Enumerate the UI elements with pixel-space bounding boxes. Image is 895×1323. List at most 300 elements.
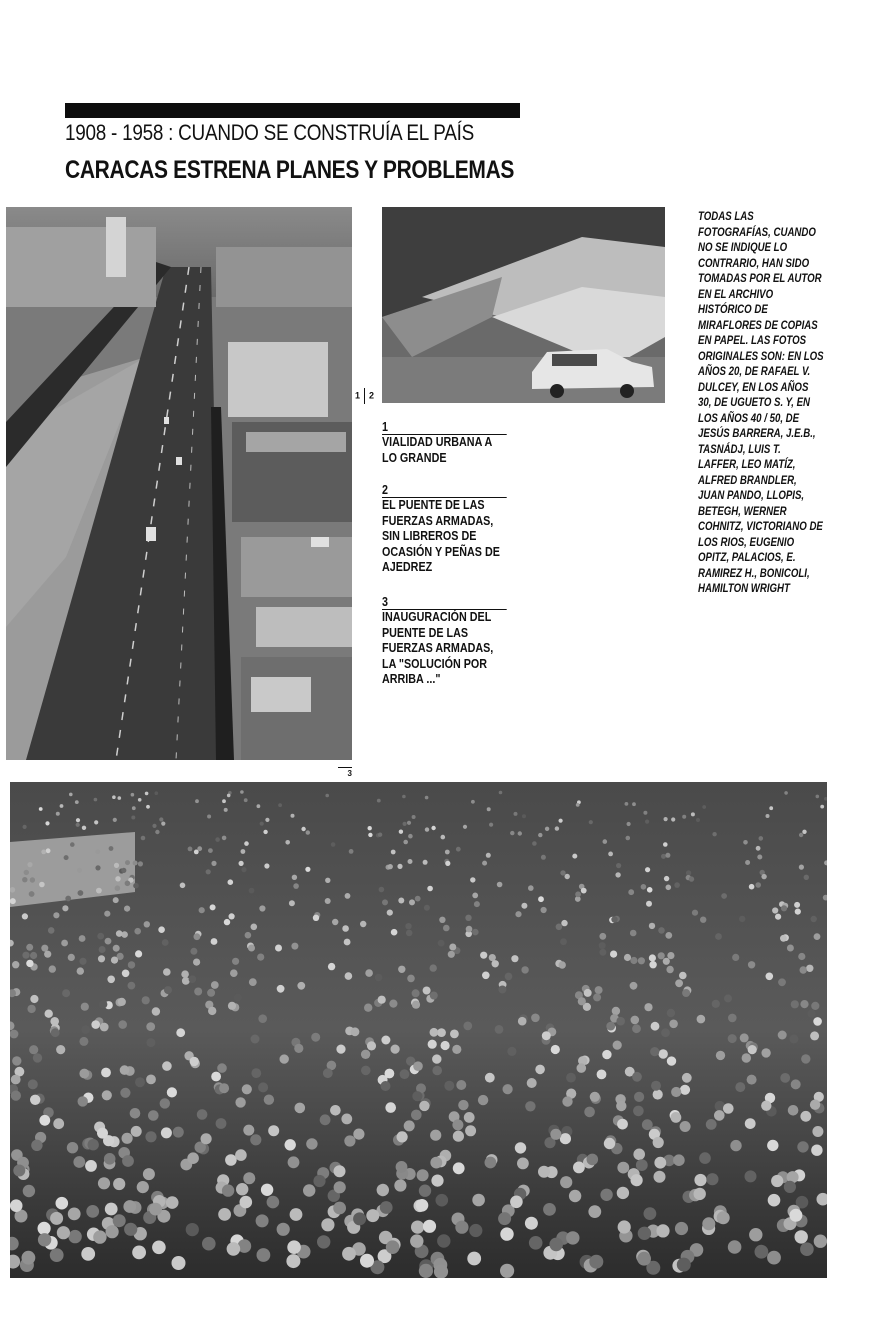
crowd-texture [407, 821, 411, 825]
crowd-texture [122, 1133, 133, 1144]
crowd-texture [674, 882, 680, 888]
crowd-texture [161, 1127, 172, 1138]
crowd-texture [257, 954, 264, 961]
crowd-texture [30, 952, 37, 959]
crowd-texture [638, 1227, 651, 1240]
crowd-texture [510, 1196, 523, 1209]
crowd-texture [69, 793, 73, 797]
crowd-texture [466, 926, 473, 933]
crowd-texture [521, 966, 528, 973]
crowd-texture [450, 1030, 459, 1039]
crowd-texture [194, 988, 202, 996]
crowd-texture [228, 879, 234, 885]
crowd-texture [50, 1248, 64, 1262]
crowd-texture [232, 958, 239, 965]
crowd-texture [404, 1120, 415, 1131]
crowd-texture [62, 905, 68, 911]
crowd-texture [10, 1030, 18, 1039]
crowd-texture [222, 836, 227, 841]
crowd-texture [224, 808, 228, 812]
crowd-texture [190, 948, 197, 955]
crowd-texture [810, 1100, 820, 1110]
crowd-texture [265, 818, 269, 822]
crowd-texture [658, 952, 665, 959]
crowd-texture [633, 1149, 645, 1161]
crowd-texture [120, 1088, 130, 1098]
crowd-texture [572, 854, 577, 859]
crowd-texture [667, 952, 674, 959]
crowd-texture [549, 1238, 563, 1252]
crowd-texture [453, 1162, 465, 1174]
crowd-texture [680, 1085, 690, 1095]
crowd-texture [654, 1157, 666, 1169]
crowd-texture [470, 877, 475, 882]
crowd-texture [264, 1095, 274, 1105]
crowd-texture [30, 877, 35, 882]
crowd-texture [399, 830, 403, 834]
crowd-texture [575, 891, 581, 897]
crowd-texture [531, 1014, 540, 1023]
crowd-texture [234, 993, 242, 1001]
crowd-texture [188, 847, 193, 852]
crowd-texture [88, 1139, 99, 1150]
crowd-texture [104, 911, 110, 917]
crowd-texture [675, 1222, 688, 1235]
crowd-texture [482, 972, 490, 980]
crowd-texture [113, 1178, 125, 1190]
crowd-texture [624, 954, 631, 961]
crowd-texture [146, 805, 150, 809]
crowd-texture [697, 1015, 706, 1024]
crowd-texture [23, 825, 27, 829]
crowd-texture [500, 1264, 514, 1278]
crowd-texture [682, 815, 686, 819]
crowd-texture [180, 883, 186, 889]
crowd-texture [411, 1110, 422, 1121]
crowd-texture [297, 982, 305, 990]
crowd-texture [146, 1075, 156, 1085]
crowd-texture [50, 1212, 63, 1225]
crowd-texture [207, 815, 211, 819]
photo-bridge-underside [382, 207, 665, 403]
crowd-texture [367, 1041, 376, 1050]
crowd-texture [455, 1221, 468, 1234]
crowd-texture [76, 823, 80, 827]
crowd-texture [208, 1007, 216, 1015]
crowd-texture [264, 863, 269, 868]
crowd-texture [211, 981, 219, 989]
crowd-texture [749, 1228, 762, 1241]
crowd-texture [95, 865, 100, 870]
crowd-texture [538, 896, 544, 902]
crowd-texture [381, 1036, 390, 1045]
crowd-texture [30, 1095, 40, 1105]
crowd-texture [102, 1090, 112, 1100]
crowd-texture [559, 961, 566, 968]
crowd-texture [562, 1096, 572, 1106]
crowd-texture [277, 1223, 290, 1236]
crowd-texture [12, 1056, 21, 1065]
crowd-texture [800, 1000, 808, 1008]
crowd-texture [474, 901, 480, 907]
crowd-texture [532, 841, 537, 846]
crowd-texture [780, 1073, 790, 1083]
crowd-texture [424, 905, 430, 911]
crowd-texture [61, 940, 68, 947]
crowd-texture [96, 888, 102, 894]
crowd-texture [30, 995, 38, 1003]
crowd-texture [771, 1175, 783, 1187]
crowd-texture [410, 1234, 423, 1247]
crowd-texture [351, 1027, 360, 1036]
crowd-texture [515, 1142, 526, 1153]
crowd-texture [402, 795, 406, 799]
crowd-texture [211, 861, 216, 866]
crowd-texture [748, 961, 755, 968]
crowd-texture [419, 1185, 431, 1197]
crowd-texture [285, 840, 290, 845]
crowd-texture [12, 961, 19, 968]
crowd-texture [416, 1199, 429, 1212]
crowd-texture [412, 1001, 420, 1009]
crowd-texture [415, 896, 421, 902]
crowd-texture [679, 972, 687, 980]
crowd-texture [439, 917, 445, 923]
crowd-texture [694, 1174, 706, 1186]
crowd-texture [105, 938, 112, 945]
crowd-texture [45, 1010, 53, 1018]
crowd-texture [113, 1214, 126, 1227]
crowd-texture [251, 924, 258, 931]
crowd-texture [94, 798, 98, 802]
crowd-texture [632, 802, 636, 806]
crowd-texture [588, 1205, 601, 1218]
crowd-texture [810, 1031, 819, 1040]
crowd-texture [258, 1082, 268, 1092]
crowd-texture [556, 924, 563, 931]
crowd-texture [630, 957, 637, 964]
crowd-texture [77, 967, 84, 974]
crowd-texture [138, 798, 142, 802]
crowd-texture [812, 1126, 823, 1137]
crowd-texture [378, 996, 386, 1004]
crowd-texture [210, 904, 216, 910]
crowd-texture [53, 1118, 64, 1129]
crowd-texture [673, 1154, 685, 1166]
crowd-texture [249, 978, 257, 986]
crowd-texture [560, 1176, 572, 1188]
crowd-texture [325, 898, 331, 904]
crowd-texture [647, 887, 653, 893]
crowd-texture [70, 842, 75, 847]
crowd-texture [728, 1240, 742, 1254]
crowd-texture [11, 1075, 21, 1085]
crowd-texture [235, 1149, 247, 1161]
crowd-texture [456, 1080, 466, 1090]
crowd-texture [775, 914, 781, 920]
crowd-texture [379, 887, 385, 893]
crowd-texture [378, 833, 382, 837]
crowd-texture [385, 1102, 396, 1113]
crowd-texture [144, 921, 150, 927]
crowd-texture [573, 1162, 585, 1174]
crowd-texture [645, 820, 649, 824]
crowd-texture [608, 852, 613, 857]
crowd-texture [97, 1128, 108, 1139]
crowd-texture [689, 876, 694, 881]
crowd-texture [240, 1196, 253, 1209]
crowd-texture [261, 1184, 273, 1196]
crowd-texture [243, 1172, 255, 1184]
crowd-texture [27, 862, 32, 867]
crowd-texture [633, 1106, 644, 1117]
crowd-texture [452, 1119, 463, 1130]
crowd-texture [112, 795, 116, 799]
crowd-texture [566, 1073, 576, 1083]
crowd-texture [56, 812, 60, 816]
crowd-texture [768, 1194, 781, 1207]
crowd-texture [77, 868, 82, 873]
crowd-texture [715, 933, 722, 940]
crowd-texture [68, 1208, 81, 1221]
crowd-texture [437, 1028, 446, 1037]
crowd-texture [511, 955, 518, 962]
crowd-texture [60, 804, 64, 808]
crowd-texture [411, 1221, 424, 1234]
crowd-texture [27, 1005, 35, 1013]
crowd-texture [551, 1045, 560, 1054]
crowd-texture [486, 853, 491, 858]
crowd-texture [397, 864, 402, 869]
crowd-texture [93, 1230, 106, 1243]
crowd-texture [788, 1105, 799, 1116]
crowd-texture [206, 869, 211, 874]
crowd-texture [407, 975, 415, 983]
crowd-texture [615, 872, 620, 877]
crowd-texture [91, 1020, 100, 1029]
crowd-texture [345, 972, 353, 980]
photo-number-1-2 [355, 388, 374, 404]
crowd-texture [241, 849, 246, 854]
crowd-texture [229, 913, 235, 919]
crowd-texture [472, 929, 479, 936]
crowd-texture [138, 861, 143, 866]
crowd-texture [505, 973, 513, 981]
crowd-texture [682, 989, 690, 997]
caption-text: INAUGURACIÓN DEL PUENTE DE LAS FUERZAS ARMADAS, LA "SOLUCIÓN POR ARRIBA ..." [382, 610, 494, 686]
crowd-texture [11, 1091, 21, 1101]
crowd-texture [665, 932, 672, 939]
crowd-texture [712, 832, 716, 836]
crowd-texture [24, 870, 29, 875]
crowd-texture [656, 1224, 669, 1237]
crowd-texture [325, 794, 329, 798]
crowd-texture [723, 1103, 734, 1114]
photo-inauguration-crowd [10, 782, 827, 1278]
crowd-texture [745, 860, 750, 865]
crowd-texture [149, 1203, 162, 1216]
crowd-texture [590, 1092, 600, 1102]
crowd-texture [248, 945, 255, 952]
crowd-texture [797, 1141, 808, 1152]
crowd-texture [292, 875, 297, 880]
crowd-texture [368, 833, 372, 837]
crowd-texture [46, 848, 51, 853]
crowd-texture [412, 1091, 422, 1101]
crowd-texture [51, 1028, 60, 1037]
crowd-texture [288, 1156, 300, 1168]
crowd-texture [397, 1131, 408, 1142]
crowd-texture [482, 861, 487, 866]
crowd-texture [353, 1129, 364, 1140]
crowd-texture [344, 1135, 355, 1146]
crowd-texture [646, 901, 652, 907]
crowd-texture [761, 874, 766, 879]
crowd-texture [649, 923, 655, 929]
crowd-texture [561, 920, 567, 926]
crowd-texture [57, 1226, 70, 1239]
crowd-texture [28, 1079, 38, 1089]
crowd-texture [360, 921, 366, 927]
crowd-texture [197, 846, 202, 851]
crowd-texture [39, 882, 45, 888]
crowd-texture [259, 905, 265, 911]
crowd-texture [472, 893, 478, 899]
crowd-texture [756, 846, 761, 851]
crowd-texture [735, 1082, 745, 1092]
crowd-texture [645, 867, 650, 872]
crowd-texture [480, 952, 487, 959]
crowd-texture [578, 997, 586, 1005]
crowd-texture [222, 1184, 234, 1196]
crowd-texture [123, 1200, 136, 1213]
crowd-texture [155, 830, 159, 834]
crowd-texture [13, 1165, 25, 1177]
crowd-texture [193, 959, 200, 966]
crowd-texture [99, 946, 106, 953]
crowd-texture [610, 951, 617, 958]
crowd-texture [145, 1131, 156, 1142]
crowd-texture [696, 818, 700, 822]
crowd-texture [41, 850, 46, 855]
crowd-texture [666, 885, 672, 891]
crowd-texture [721, 893, 727, 899]
crowd-texture [616, 1101, 626, 1111]
crowd-texture [294, 1044, 303, 1053]
crowd-texture [131, 793, 135, 797]
crowd-texture [602, 1050, 611, 1059]
crowd-texture [394, 1179, 406, 1191]
crowd-texture [163, 968, 171, 976]
crowd-texture [417, 1169, 429, 1181]
crowd-texture [249, 888, 255, 894]
crowd-texture [317, 1235, 330, 1248]
crowd-texture [664, 817, 668, 821]
crowd-texture [365, 969, 373, 977]
crowd-texture [251, 1035, 260, 1044]
crowd-texture [334, 1181, 346, 1193]
crowd-texture [787, 945, 794, 952]
crowd-texture [789, 1209, 802, 1222]
crowd-texture [10, 898, 16, 904]
crowd-texture [599, 942, 606, 949]
crowd-texture [242, 1084, 252, 1094]
crowd-texture [301, 827, 305, 831]
crowd-texture [489, 823, 493, 827]
crowd-texture [637, 1252, 651, 1266]
crowd-texture [636, 1159, 648, 1171]
crowd-texture [521, 903, 527, 909]
crowd-texture [527, 1078, 537, 1088]
crowd-texture [441, 835, 446, 840]
crowd-texture [543, 1203, 556, 1216]
crowd-texture [811, 916, 817, 922]
crowd-texture [497, 882, 503, 888]
crowd-texture [287, 1240, 301, 1254]
crowd-texture [49, 965, 56, 972]
crowd-texture [68, 954, 75, 961]
crowd-texture [207, 989, 215, 997]
crowd-texture [245, 932, 252, 939]
crowd-texture [409, 899, 415, 905]
crowd-texture [201, 1133, 212, 1144]
crowd-texture [650, 1047, 659, 1056]
crowd-texture [443, 925, 450, 932]
crowd-texture [569, 1190, 581, 1202]
crowd-texture [162, 939, 169, 946]
crowd-texture [465, 1125, 476, 1136]
crowd-texture [677, 1258, 691, 1272]
header-rule [65, 103, 520, 118]
crowd-texture [403, 840, 408, 845]
crowd-texture [306, 830, 310, 834]
crowd-texture [419, 1101, 429, 1111]
crowd-texture [313, 1175, 325, 1187]
crowd-texture [448, 951, 455, 958]
crowd-texture [405, 923, 411, 929]
crowd-texture [389, 1000, 397, 1008]
crowd-texture [366, 1209, 379, 1222]
crowd-texture [257, 804, 261, 808]
crowd-texture [437, 1234, 450, 1247]
crowd-texture [22, 952, 29, 959]
crowd-texture [137, 1181, 149, 1193]
crowd-texture [538, 1166, 550, 1178]
crowd-texture [275, 945, 282, 952]
crowd-texture [778, 1031, 787, 1040]
crowd-texture [208, 848, 213, 853]
crowd-texture [160, 1098, 170, 1108]
crowd-texture [94, 820, 98, 824]
crowd-texture [464, 1112, 475, 1123]
crowd-texture [162, 1061, 172, 1071]
crowd-texture [559, 819, 563, 823]
crowd-texture [176, 1028, 185, 1037]
crowd-texture [692, 910, 698, 916]
crowd-texture [463, 825, 467, 829]
crowd-texture [666, 966, 673, 973]
crowd-texture [336, 1045, 345, 1054]
crowd-texture [436, 1194, 449, 1207]
crowd-texture [584, 1107, 595, 1118]
crowd-texture [50, 1017, 59, 1026]
crowd-texture [600, 1189, 612, 1201]
crowd-texture [618, 1220, 631, 1233]
crowd-texture [45, 821, 49, 825]
crowd-texture [100, 1023, 109, 1032]
crowd-texture [535, 1065, 545, 1075]
crowd-texture [194, 933, 201, 940]
